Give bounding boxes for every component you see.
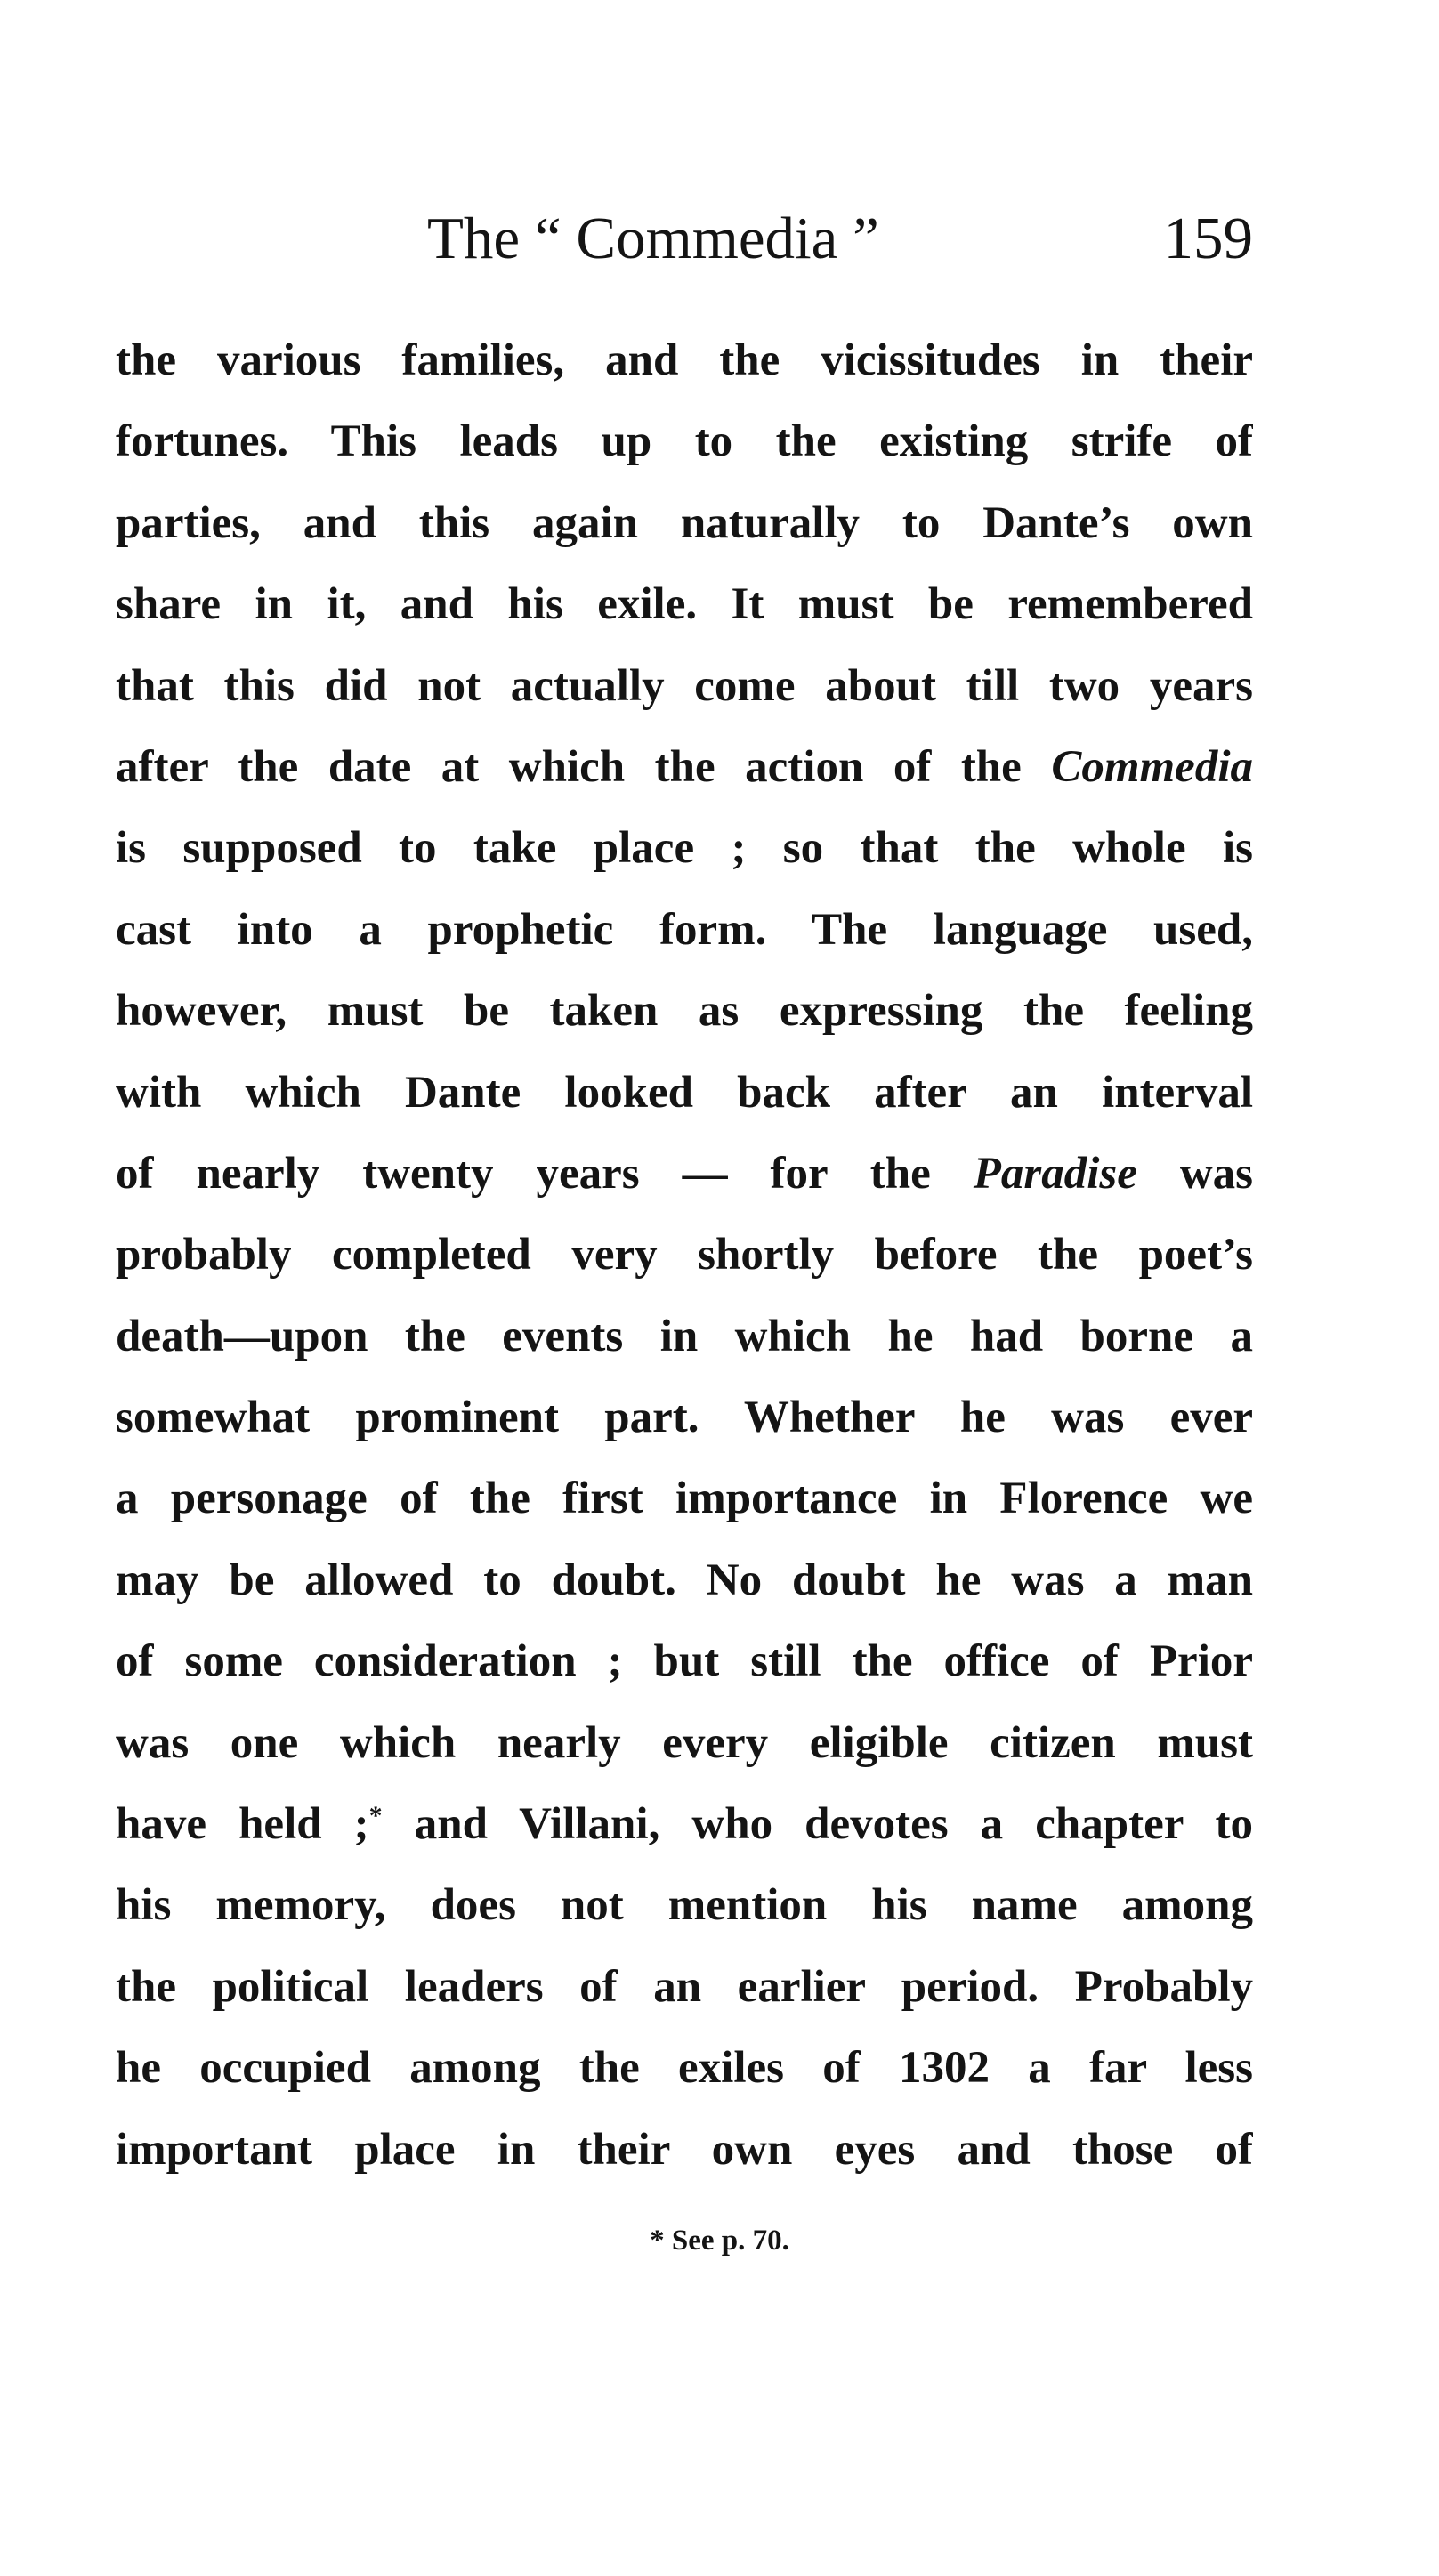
text-line: the political leaders of an earlier period. Probably — [116, 1961, 1253, 2012]
text-line: with which Dante looked back after an interval — [116, 1067, 1253, 1118]
footnote-marker[interactable]: * — [368, 1801, 383, 1831]
text-line: death—upon the events in which he had borne a — [116, 1311, 1253, 1361]
text-line: parties, and this again naturally to Dante’s own — [116, 497, 1253, 548]
text-line — [116, 727, 1253, 808]
footnote: * See p. 70. — [650, 2225, 789, 2257]
text-line: probably completed very shortly before the poet’s — [116, 1230, 1253, 1280]
text-line: that this did not actually come about till two years — [116, 660, 1253, 711]
text-segment: of nearly twenty years — for the — [116, 1148, 974, 1199]
running-head — [116, 194, 1253, 283]
text-segment: was — [1136, 1148, 1253, 1199]
text-line: the various families, and the vicissitudes in their — [116, 335, 1253, 385]
text-segment: have held ; — [116, 1799, 369, 1850]
body-text — [116, 320, 1253, 2191]
text-line — [116, 1134, 1253, 1215]
text-line: fortunes. This leads up to the existing strife of — [116, 416, 1253, 467]
text-line: his memory, does not mention his name among — [116, 1880, 1253, 1931]
text-line: he occupied among the exiles of 1302 a far less — [116, 2043, 1253, 2094]
italic-title-paradise: Paradise — [973, 1148, 1137, 1199]
text-line: was one which nearly every eligible citizen must — [116, 1717, 1253, 1768]
italic-title-commedia: Commedia — [1051, 741, 1253, 792]
text-line: share in it, and his exile. It must be remembered — [116, 579, 1253, 630]
text-line: important place in their own eyes and those of — [116, 2124, 1253, 2175]
text-line: of some consideration ; but still the office of Prior — [116, 1636, 1253, 1687]
chapter-title: The “ Commedia ” — [427, 206, 879, 271]
text-line: cast into a prophetic form. The language used, — [116, 904, 1253, 955]
text-segment: and Villani, who devotes a chapter to — [382, 1799, 1253, 1850]
text-line: may be allowed to doubt. No doubt he was a man — [116, 1554, 1253, 1605]
text-line: somewhat prominent part. Whether he was ever — [116, 1393, 1253, 1443]
text-line: however, must be taken as expressing the feeling — [116, 986, 1253, 1037]
text-line: is supposed to take place ; so that the whole is — [116, 823, 1253, 874]
text-segment: after the date at which the action of the — [116, 741, 1052, 792]
page-number: 159 — [1163, 206, 1253, 271]
text-line — [116, 1784, 1253, 1865]
text-line: a personage of the first importance in Florence we — [116, 1474, 1253, 1524]
